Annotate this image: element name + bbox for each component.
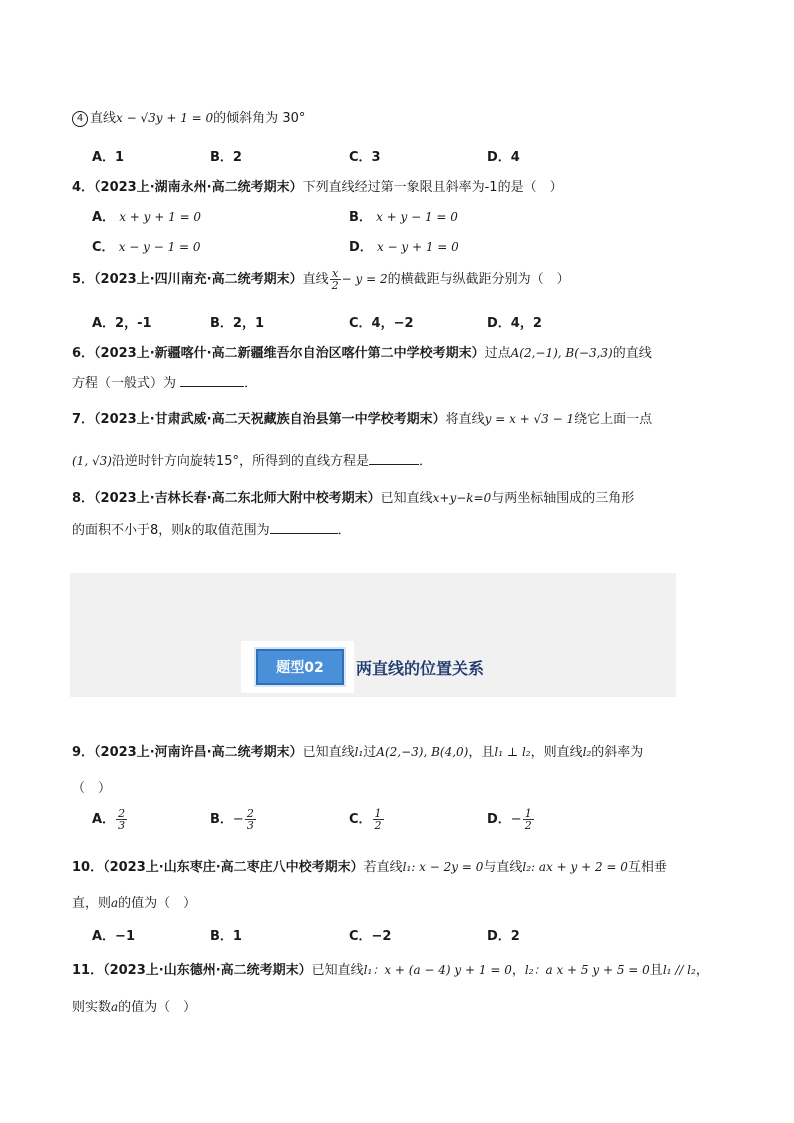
circled-number-marker: 4 — [72, 111, 88, 127]
equation: l₁：x + (a − 4) y + 1 = 0 — [363, 963, 512, 977]
section-title: 两直线的位置关系 — [356, 659, 485, 678]
fraction-numerator: 1 — [524, 807, 532, 820]
option-label: D． — [487, 812, 511, 827]
punctuation: ． — [244, 376, 258, 391]
option-equation: x − y − 1 = 0 — [118, 240, 201, 254]
question-6 — [72, 342, 652, 361]
question-text: 方程（一般式）为 — [72, 376, 177, 391]
question-source: （2023上·山东德州·高二统考期末） — [103, 963, 312, 978]
option-label: B． — [349, 210, 372, 225]
points: A(2,−1), B(−3,3) — [510, 346, 613, 360]
q3-option-b[interactable] — [210, 146, 242, 165]
fraction — [330, 268, 341, 291]
variable: a — [111, 896, 119, 910]
question-text-c: ，且 — [468, 745, 495, 760]
option-text: B．2，1 — [210, 316, 264, 331]
question-text-b: 且 — [649, 963, 663, 978]
question-text-c: ， — [695, 963, 709, 978]
question-7 — [72, 408, 652, 427]
line-symbol: l₁ — [354, 745, 364, 759]
question-text: 已知直线 — [380, 491, 433, 506]
q4-option-a[interactable] — [92, 206, 201, 225]
option-text: C．3 — [349, 150, 381, 165]
option-label: B． — [210, 812, 233, 827]
question-text-b: 的取值范围为 — [191, 523, 270, 538]
question-source: （2023上·新疆喀什·高二新疆维吾尔自治区喀什第二中学校考期末） — [94, 346, 485, 361]
q10-option-b[interactable] — [210, 925, 242, 944]
fraction-denominator: 2 — [331, 279, 339, 292]
q10-option-c[interactable] — [349, 925, 391, 944]
question-source: （2023上·湖南永州·高二统考期末） — [94, 180, 303, 195]
q10-option-d[interactable] — [487, 925, 520, 944]
q10-option-a[interactable] — [92, 925, 135, 944]
option-label: C． — [92, 240, 115, 255]
fraction-numerator: 2 — [246, 807, 254, 820]
question-10 — [72, 856, 667, 875]
answer-blank[interactable] — [180, 374, 244, 387]
question-text: 直，则 — [72, 896, 112, 911]
q5-option-c[interactable] — [349, 312, 414, 331]
question-text: 则实数 — [72, 1000, 112, 1015]
option-sign: − — [232, 812, 244, 827]
option-text: A．1 — [92, 150, 125, 165]
equation: − y = 2 — [341, 272, 388, 286]
question-source: （2023上·河南许昌·高二统考期末） — [94, 745, 303, 760]
option-text: B．1 — [210, 929, 242, 944]
q4-option-b[interactable] — [349, 206, 458, 225]
fraction-denominator: 3 — [118, 819, 126, 832]
q3-option-d[interactable] — [487, 146, 520, 165]
option-text: B．2 — [210, 150, 242, 165]
option-text: A．2，-1 — [92, 316, 152, 331]
fraction-numerator: 1 — [374, 807, 382, 820]
q9-option-d[interactable] — [487, 808, 535, 831]
option-label: D． — [349, 240, 373, 255]
q4-option-c[interactable] — [92, 236, 201, 255]
point: (1, √3) — [72, 454, 112, 468]
perpendicular-relation: l₁ ⊥ l₂ — [494, 745, 531, 759]
equation: y = x + √3 − 1 — [484, 412, 575, 426]
question-6-line2 — [72, 372, 257, 391]
question-source: （2023上·山东枣庄·高二枣庄八中校考期末） — [103, 860, 364, 875]
q9-option-a[interactable] — [92, 808, 128, 831]
question-text: 沿逆时针方向旋转15°，所得到的直线方程是 — [111, 454, 369, 469]
question-text: 直线 — [302, 272, 329, 287]
equation-2: l₂: ax + y + 2 = 0 — [522, 860, 628, 874]
line-symbol: l₂ — [582, 745, 592, 759]
equation-2: l₂：a x + 5 y + 5 = 0 — [524, 963, 650, 977]
question-text-e: 的斜率为 — [591, 745, 644, 760]
option-equation: x + y − 1 = 0 — [376, 210, 458, 224]
question-5 — [72, 268, 570, 291]
question-9-paren: （ ） — [72, 781, 112, 796]
fraction — [373, 808, 384, 831]
q5-option-d[interactable] — [487, 312, 542, 331]
fraction — [245, 808, 256, 831]
question-number: 6． — [72, 346, 95, 361]
option-text: D．4 — [487, 150, 520, 165]
question-text-d: ，则直线 — [530, 745, 583, 760]
answer-blank[interactable] — [270, 521, 338, 534]
question-text-b: 的直线 — [612, 346, 652, 361]
q9-option-c[interactable] — [349, 808, 385, 831]
question-10-line2 — [72, 892, 196, 911]
q3-item4-text: 直线 — [90, 111, 117, 126]
q5-option-a[interactable] — [92, 312, 152, 331]
option-text: C．−2 — [349, 929, 392, 944]
fraction-denominator: 2 — [374, 819, 382, 832]
question-number: 11． — [72, 963, 104, 978]
question-source: （2023上·四川南充·高二统考期末） — [94, 272, 303, 287]
q3-item-4 — [72, 107, 305, 127]
q4-option-d[interactable] — [349, 236, 459, 255]
question-text: 将直线 — [445, 412, 485, 427]
question-8 — [72, 487, 634, 506]
question-text-b: 与直线 — [483, 860, 523, 875]
option-label: A． — [92, 210, 116, 225]
question-text: 过点 — [484, 346, 511, 361]
option-text: D．2 — [487, 929, 520, 944]
option-equation: x − y + 1 = 0 — [376, 240, 459, 254]
question-4 — [72, 176, 563, 195]
option-equation: x + y + 1 = 0 — [119, 210, 202, 224]
equation: x+y−k=0 — [432, 491, 492, 505]
fraction — [523, 808, 534, 831]
punctuation: ． — [337, 523, 351, 538]
question-source: （2023上·吉林长春·高二东北师大附中校考期末） — [94, 491, 381, 506]
question-text: 的面积不小于8，则 — [72, 523, 185, 538]
q3-option-a[interactable] — [92, 146, 124, 165]
question-number: 8． — [72, 491, 95, 506]
option-sign: − — [510, 812, 522, 827]
question-text: 已知直线 — [311, 963, 364, 978]
question-9 — [72, 741, 643, 760]
separator: ， — [511, 963, 525, 978]
section-badge: 题型02 — [256, 649, 344, 685]
option-text: D．4，2 — [487, 316, 542, 331]
option-text: C．4，−2 — [349, 316, 414, 331]
question-number: 9． — [72, 745, 95, 760]
fraction-denominator: 2 — [524, 819, 532, 832]
question-text: 已知直线 — [302, 745, 355, 760]
question-text-c: 互相垂 — [627, 860, 667, 875]
fraction-numerator: 2 — [118, 807, 126, 820]
question-text-b: 的值为（ ） — [118, 1000, 197, 1015]
question-text-b: 与两坐标轴围成的三角形 — [491, 491, 635, 506]
question-11 — [72, 959, 709, 978]
question-source: （2023上·甘肃武威·高二天祝藏族自治县第一中学校考期末） — [94, 412, 446, 427]
question-text-b: 绕它上面一点 — [574, 412, 653, 427]
question-text: 若直线 — [363, 860, 403, 875]
parallel-relation: l₁ // l₂ — [662, 963, 696, 977]
question-number: 10． — [72, 860, 104, 875]
points: A(2,−3), B(4,0) — [376, 745, 469, 759]
q3-option-c[interactable] — [349, 146, 381, 165]
fraction-denominator: 3 — [246, 819, 254, 832]
variable: a — [111, 1000, 119, 1014]
question-11-line2 — [72, 996, 196, 1015]
question-number: 5． — [72, 272, 95, 287]
option-label: A． — [92, 812, 116, 827]
variable: k — [184, 523, 192, 537]
angle-value: 30° — [282, 111, 306, 126]
q9-option-b[interactable] — [210, 808, 257, 831]
equation: l₁: x − 2y = 0 — [402, 860, 484, 874]
fraction — [116, 808, 127, 831]
question-8-line2 — [72, 519, 351, 538]
question-number: 4． — [72, 180, 95, 195]
question-text-b: 过 — [363, 745, 377, 760]
question-text-b: 的横截距与纵截距分别为（ ） — [387, 272, 570, 287]
q3-item4-text-b: 的倾斜角为 — [213, 111, 279, 126]
question-text: 下列直线经过第一象限且斜率为-1的是（ ） — [302, 180, 563, 195]
punctuation: ． — [418, 454, 432, 469]
fraction-numerator: x — [330, 268, 341, 280]
equation: x − √3y + 1 = 0 — [116, 111, 214, 125]
answer-blank[interactable] — [369, 452, 419, 465]
option-label: C． — [349, 812, 372, 827]
question-number: 7． — [72, 412, 95, 427]
q5-option-b[interactable] — [210, 312, 264, 331]
question-7-line2 — [72, 450, 432, 469]
option-text: A．−1 — [92, 929, 135, 944]
question-text-b: 的值为（ ） — [118, 896, 197, 911]
